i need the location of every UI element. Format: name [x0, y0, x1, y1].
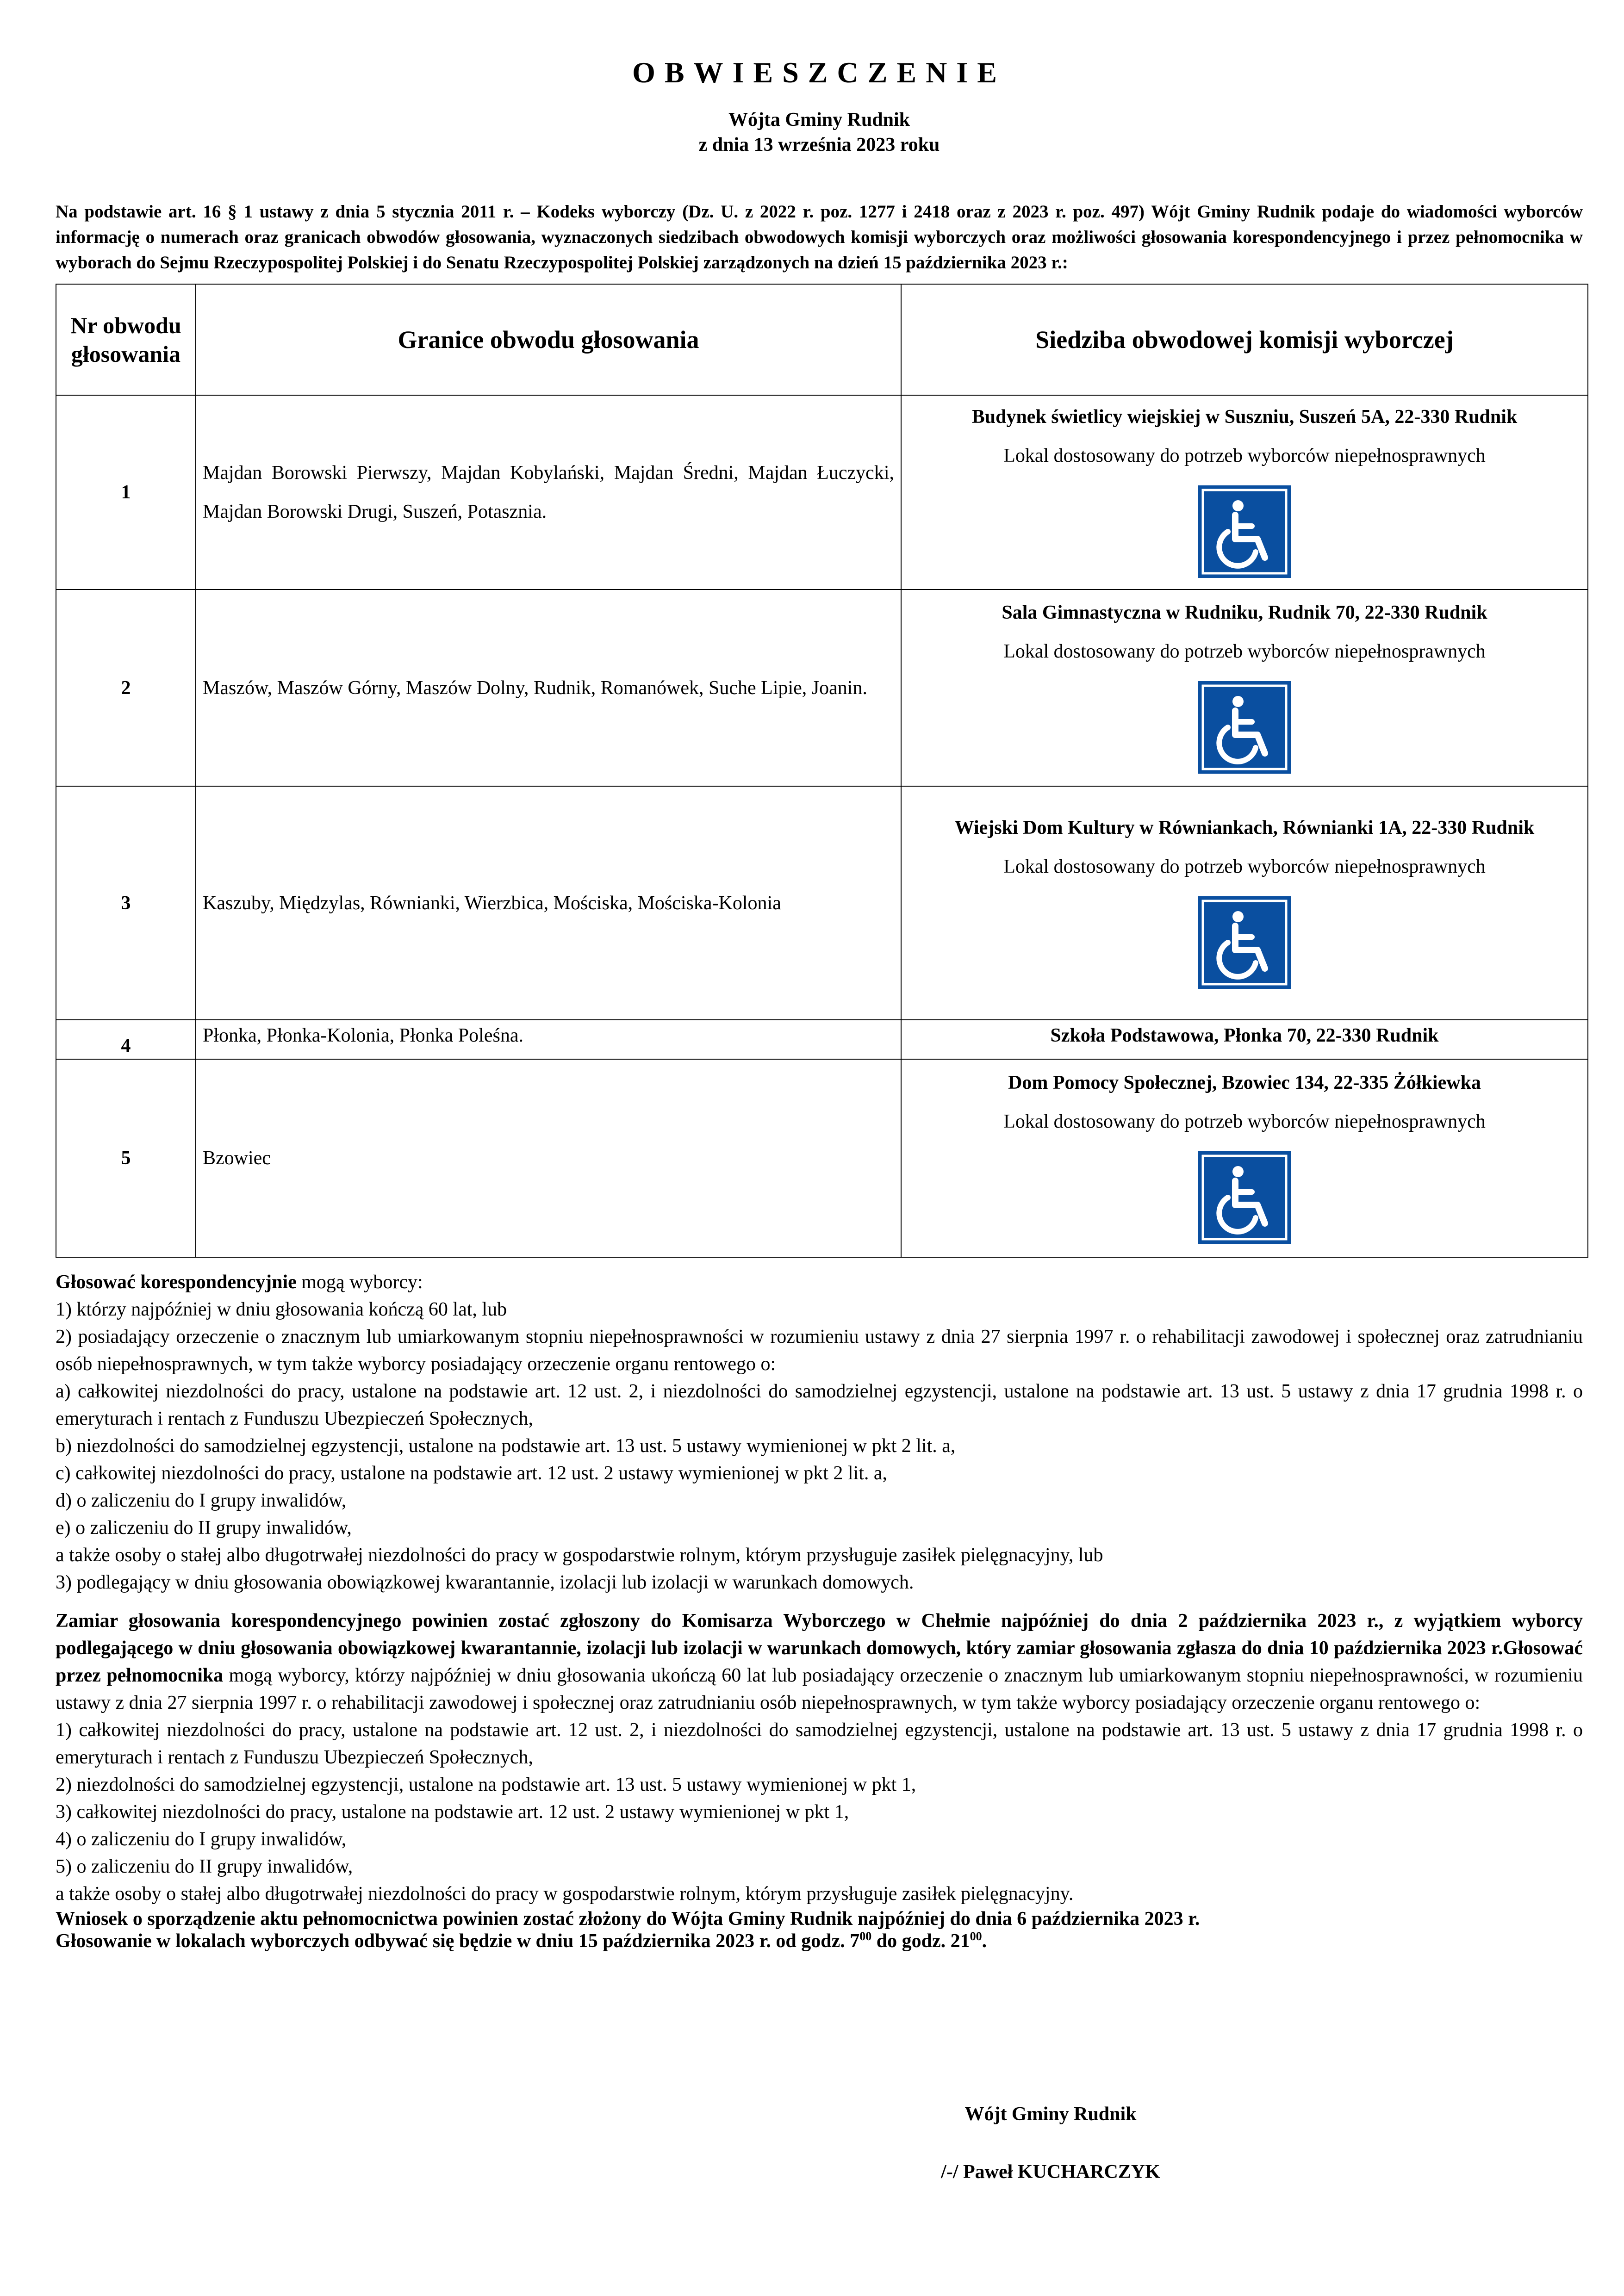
district-number: 4 [56, 1020, 196, 1059]
signature-name: /-/ Paweł KUCHARCZYK [941, 2161, 1160, 2183]
accessibility-note: Lokal dostosowany do potrzeb wyborców niepełnosprawnych [1003, 640, 1486, 662]
seat-address: Budynek świetlicy wiejskiej w Suszniu, Suszeń 5A, 22-330 Rudnik [971, 406, 1518, 428]
postal-voting-lead [56, 1269, 1583, 1296]
header-district-boundaries: Granice obwodu głosowania [196, 284, 901, 395]
notice-subtitle [56, 107, 1583, 157]
list-item: 3) podlegający w dniu głosowania obowiązkowej kwarantannie, izolacji lub izolacji w warunkach domowych. [56, 1572, 914, 1593]
accessibility-note: Lokal dostosowany do potrzeb wyborców niepełnosprawnych [1003, 445, 1486, 466]
wheelchair-accessible-icon [1198, 1151, 1291, 1244]
list-item: a także osoby o stałej albo długotrwałej niezdolności do pracy w gospodarstwie rolnym, którym przysługuje zasiłek pielęgnacyjny, lub [56, 1545, 1103, 1566]
wheelchair-accessible-icon [1198, 485, 1291, 578]
table-row [56, 786, 1588, 1020]
table-row [56, 590, 1588, 786]
table-row [56, 1059, 1588, 1257]
list-item: e) o zaliczeniu do II grupy inwalidów, [56, 1517, 352, 1539]
district-boundaries: Maszów, Maszów Górny, Maszów Dolny, Rudnik, Romanówek, Suche Lipie, Joanin. [196, 590, 901, 786]
list-item: 4) o zaliczeniu do I grupy inwalidów, [56, 1829, 347, 1850]
table-row [56, 395, 1588, 590]
signature-title: Wójt Gminy Rudnik [964, 2104, 1137, 2125]
list-item: 2) posiadający orzeczenie o znacznym lub umiarkowanym stopniu niepełnosprawności w rozumieniu ustawy z dnia 27 sierpnia 1997 r. o rehabilitacji zawodowej i społecznej oraz zatrudnianiu osób niepełnosprawnych, w tym także wyborcy posiadający orzeczenie organu rentowego o: [56, 1326, 1583, 1375]
table-header-row [56, 284, 1588, 395]
postal-voting-section [56, 1269, 1583, 1596]
voting-hours-end-minutes: 00 [970, 1930, 982, 1943]
voting-hours [56, 1930, 1583, 1952]
voting-hours-text: Głosowanie w lokalach wyborczych odbywać się będzie w dniu 15 października 2023 r. od godz. 7 [56, 1930, 860, 1952]
header-district-number: Nr obwodu głosowania [56, 284, 196, 395]
list-item: 2) niezdolności do samodzielnej egzystencji, ustalone na podstawie art. 13 ust. 5 ustawy wymienionej w pkt 1, [56, 1774, 916, 1795]
voting-hours-end: . [982, 1930, 987, 1952]
postal-voting-heading: Głosować korespondencyjnie [56, 1272, 297, 1293]
district-number: 5 [56, 1059, 196, 1257]
voting-hours-mid: do godz. 21 [871, 1930, 970, 1952]
seat-address: Dom Pomocy Społecznej, Bzowiec 134, 22-335 Żółkiewka [1008, 1072, 1481, 1093]
date-line: z dnia 13 września 2023 roku [698, 134, 940, 155]
list-item: a także osoby o stałej albo długotrwałej niezdolności do pracy w gospodarstwie rolnym, którym przysługuje zasiłek pielęgnacyjny. [56, 1883, 1074, 1905]
accessibility-note: Lokal dostosowany do potrzeb wyborców niepełnosprawnych [1003, 856, 1486, 877]
list-item: c) całkowitej niezdolności do pracy, ustalone na podstawie art. 12 ust. 2 ustawy wymienionej w pkt 2 lit. a, [56, 1463, 888, 1484]
voting-districts-table [56, 284, 1588, 1258]
header-commission-seat: Siedziba obwodowej komisji wyborczej [901, 284, 1588, 395]
list-item: d) o zaliczeniu do I grupy inwalidów, [56, 1490, 347, 1511]
proxy-voting-section [56, 1607, 1583, 1952]
district-number: 3 [56, 786, 196, 1020]
postal-voting-lead-text: mogą wyborcy: [296, 1272, 423, 1293]
seat-address: Sala Gimnastyczna w Rudniku, Rudnik 70, 22-330 Rudnik [1002, 602, 1487, 623]
district-boundaries: Kaszuby, Międzylas, Równianki, Wierzbica, Mościska, Mościska-Kolonia [196, 786, 901, 1020]
notice-title: OBWIESZCZENIE [632, 56, 1006, 89]
accessibility-note: Lokal dostosowany do potrzeb wyborców niepełnosprawnych [1003, 1111, 1486, 1132]
wheelchair-accessible-icon [1198, 896, 1291, 989]
district-number: 1 [56, 395, 196, 590]
proxy-voting-lead-text: mogą wyborcy, którzy najpóźniej w dniu głosowania ukończą 60 lat lub posiadający orzeczenie o znacznym lub umiarkowanym stopniu niepełnosprawności, w rozumieniu ustawy z dnia 27 sierpnia 1997 r. o rehabilitacji zawodowej i społecznej oraz zatrudnianiu osób niepełnosprawnych, w tym także wyborcy posiadający orzeczenie organu rentowego o: [56, 1665, 1583, 1713]
commission-seat [901, 1020, 1588, 1059]
seat-address: Wiejski Dom Kultury w Równiankach, Równianki 1A, 22-330 Rudnik [954, 817, 1535, 838]
table-row [56, 1020, 1588, 1059]
commission-seat [901, 395, 1588, 590]
district-boundaries: Płonka, Płonka-Kolonia, Płonka Poleśna. [196, 1020, 901, 1059]
list-item: 5) o zaliczeniu do II grupy inwalidów, [56, 1856, 353, 1877]
seat-address: Szkoła Podstawowa, Płonka 70, 22-330 Rudnik [1050, 1025, 1439, 1046]
commission-seat [901, 1059, 1588, 1257]
issuer-line: Wójta Gminy Rudnik [728, 109, 910, 130]
list-item: 1) którzy najpóźniej w dniu głosowania kończą 60 lat, lub [56, 1299, 507, 1320]
wheelchair-accessible-icon [1198, 681, 1291, 774]
district-boundaries: Bzowiec [196, 1059, 901, 1257]
proxy-voting-heading: Zamiar głosowania korespondencyjnego powinien zostać zgłoszony do Komisarza Wyborczego w Chełmie najpóźniej do dnia 2 października 2023 r., z wyjątkiem wyborcy podlegającego w dniu głosowania obowiązkowej kwarantannie, izolacji lub izolacji w warunkach domowych, który zamiar głosowania zgłasza do dnia 10 października 2023 r.Głosować przez pełnomocnika [56, 1610, 1583, 1686]
intro-paragraph: Na podstawie art. 16 § 1 ustawy z dnia 5 stycznia 2011 r. – Kodeks wyborczy (Dz. U. z 2022 r. poz. 1277 i 2418 oraz z 2023 r. poz. 497) Wójt Gminy Rudnik podaje do wiadomości wyborców informację o numerach oraz granicach obwodów głosowania, wyznaczonych siedzibach obwodowych komisji wyborczych oraz możliwości głosowania korespondencyjnego i przez pełnomocnika w wyborach do Sejmu Rzeczypospolitej Polskiej i do Senatu Rzeczypospolitej Polskiej zarządzonych na dzień 15 października 2023 r.: [56, 202, 1583, 273]
list-item: 3) całkowitej niezdolności do pracy, ustalone na podstawie art. 12 ust. 2 ustawy wymienionej w pkt 1, [56, 1801, 849, 1823]
list-item: b) niezdolności do samodzielnej egzystencji, ustalone na podstawie art. 13 ust. 5 ustawy wymienionej w pkt 2 lit. a, [56, 1435, 956, 1457]
district-boundaries: Majdan Borowski Pierwszy, Majdan Kobylański, Majdan Średni, Majdan Łuczycki, Majdan Borowski Drugi, Suszeń, Potasznia. [196, 395, 901, 590]
proxy-voting-lead [56, 1607, 1583, 1717]
notice-page [56, 56, 1583, 1952]
voting-hours-start-minutes: 00 [859, 1930, 872, 1943]
commission-seat [901, 786, 1588, 1020]
list-item: 1) całkowitej niezdolności do pracy, ustalone na podstawie art. 12 ust. 2, i niezdolności do samodzielnej egzystencji, ustalone na podstawie art. 13 ust. 5 ustawy z dnia 17 grudnia 1998 r. o emeryturach i rentach z Funduszu Ubezpieczeń Społecznych, [56, 1719, 1583, 1768]
list-item: a) całkowitej niezdolności do pracy, ustalone na podstawie art. 12 ust. 2, i niezdolności do samodzielnej egzystencji, ustalone na podstawie art. 13 ust. 5 ustawy z dnia 17 grudnia 1998 r. o emeryturach i rentach z Funduszu Ubezpieczeń Społecznych, [56, 1381, 1583, 1429]
commission-seat [901, 590, 1588, 786]
proxy-request-deadline: Wniosek o sporządzenie aktu pełnomocnictwa powinien zostać złożony do Wójta Gminy Rudnik najpóźniej do dnia 6 października 2023 r. [56, 1908, 1200, 1930]
district-number: 2 [56, 590, 196, 786]
